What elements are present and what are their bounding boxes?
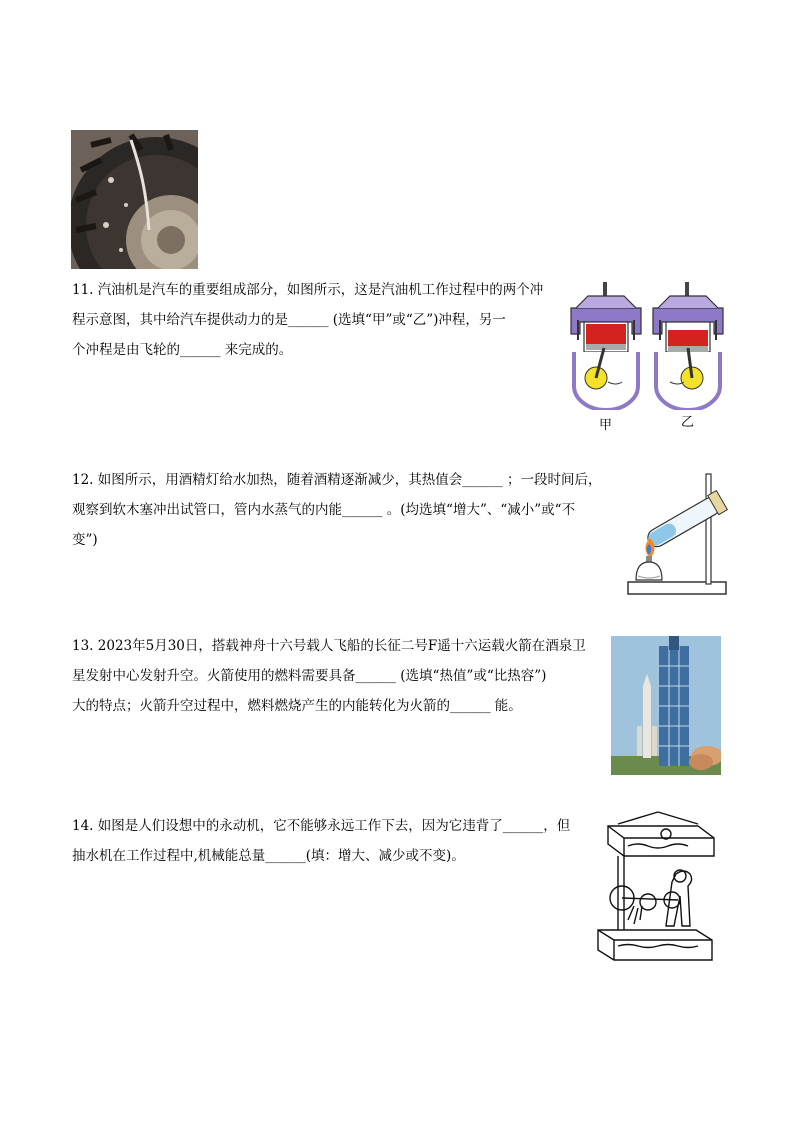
alcohol-lamp-diagram bbox=[626, 472, 728, 598]
q13-line-2: 星发射中心发射升空。火箭使用的燃料需要具备______ (选填“热值”或“比热容”) bbox=[72, 668, 547, 684]
tire-photo bbox=[71, 130, 198, 269]
q12-line-3: 变”) bbox=[72, 532, 98, 548]
perpetual-motion-machine-illustration bbox=[588, 810, 720, 970]
engine-label-b: 乙 bbox=[681, 415, 695, 430]
rocket-launch-photo bbox=[611, 636, 721, 775]
q12-line-2: 观察到软木塞冲出试管口，管内水蒸气的内能______ 。(均选填“增大”、“减小”或“不 bbox=[72, 502, 576, 518]
question-12 bbox=[72, 465, 602, 555]
q13-line-3: 大的特点；火箭升空过程中，燃料燃烧产生的内能转化为火箭的______ 能。 bbox=[72, 698, 522, 714]
engine-stroke-diagram-b bbox=[648, 282, 728, 410]
q12-line-1: 12. 如图所示，用酒精灯给水加热，随着酒精逐渐减少，其热值会______ ；一段时间后， bbox=[72, 472, 602, 488]
q14-line-1: 14. 如图是人们设想中的永动机，它不能够永远工作下去，因为它违背了______，但 bbox=[72, 818, 571, 834]
question-11 bbox=[72, 275, 543, 365]
question-13 bbox=[72, 631, 586, 721]
q11-line-2: 程示意图，其中给汽车提供动力的是______ (选填“甲”或“乙”)冲程，另一 bbox=[72, 312, 506, 328]
engine-label-a: 甲 bbox=[599, 418, 613, 433]
q11-line-1: 11. 汽油机是汽车的重要组成部分，如图所示，这是汽油机工作过程中的两个冲 bbox=[72, 282, 544, 298]
q13-line-1: 13. 2023年5月30日，搭载神舟十六号载人飞船的长征二号F遥十六运载火箭在酒泉卫 bbox=[72, 638, 586, 654]
engine-stroke-diagram-a bbox=[566, 282, 646, 410]
q14-line-2: 抽水机在工作过程中,机械能总量______(填：增大、减少或不变)。 bbox=[72, 848, 465, 864]
question-14 bbox=[72, 811, 570, 871]
q11-line-3: 个冲程是由飞轮的______ 来完成的。 bbox=[72, 342, 293, 358]
